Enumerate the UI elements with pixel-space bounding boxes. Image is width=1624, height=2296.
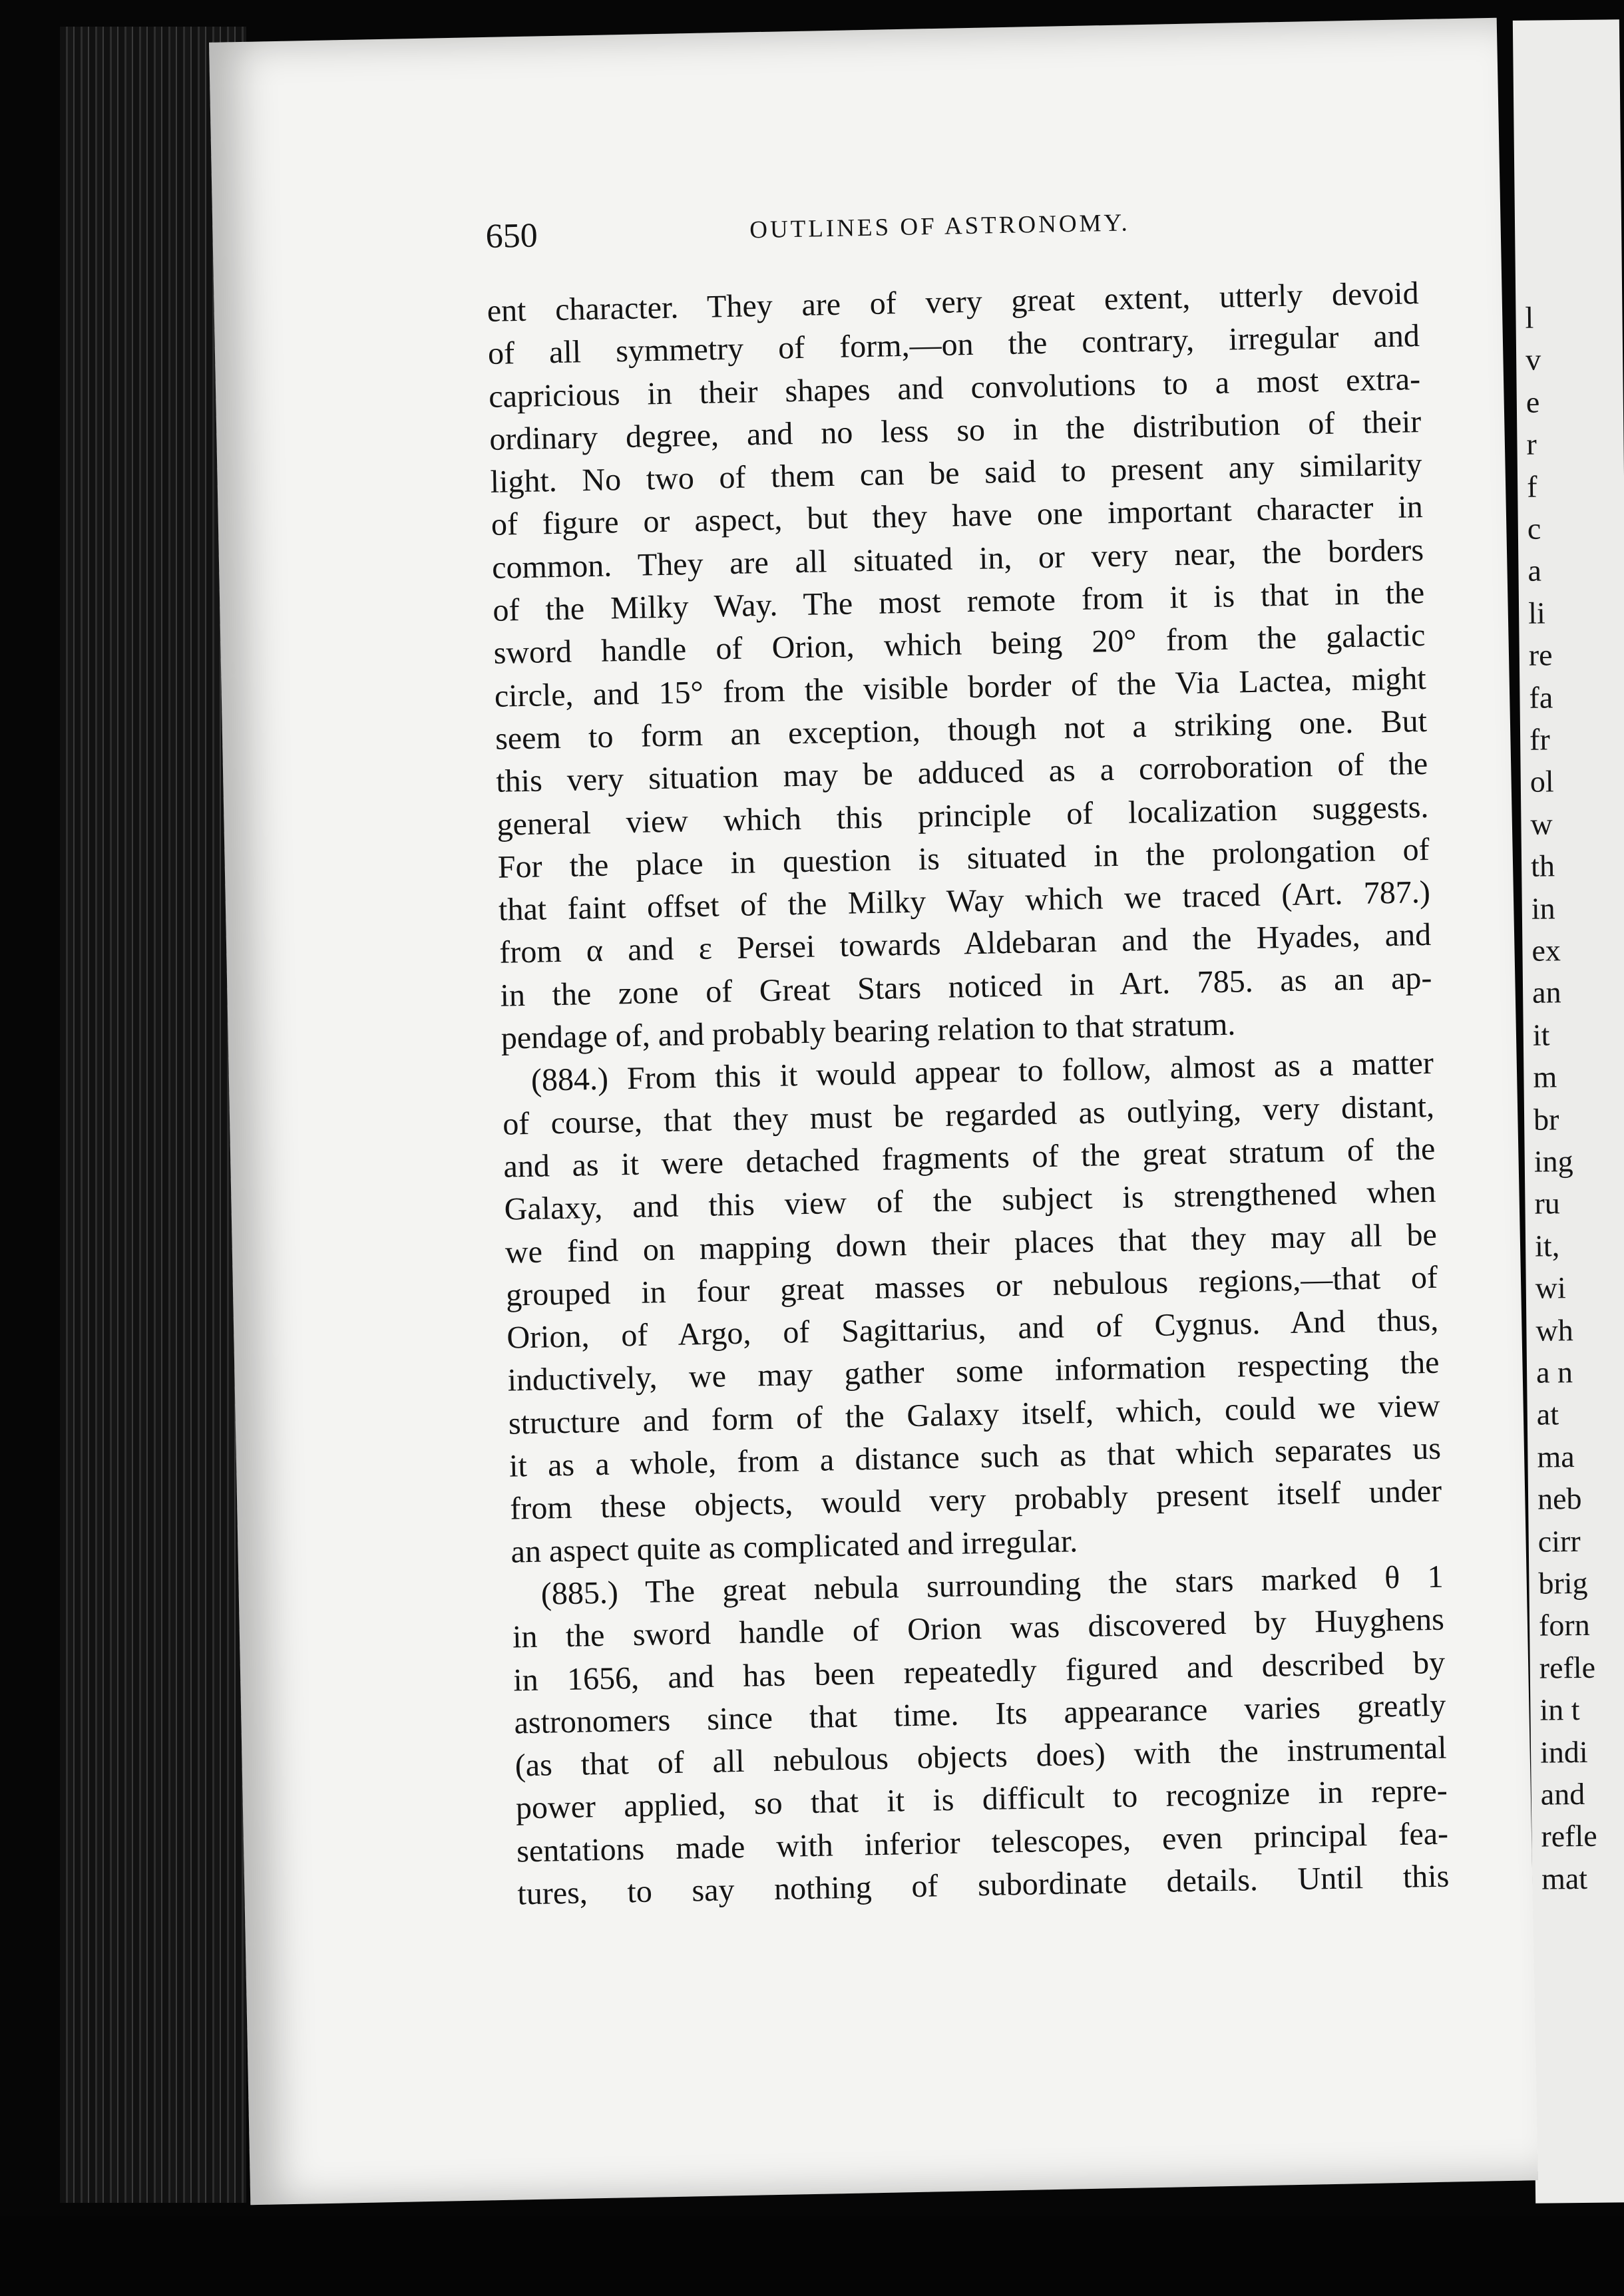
- adjacent-page-fragment: it,: [1534, 1229, 1560, 1263]
- adjacent-page-fragment: li: [1527, 596, 1545, 630]
- scan-bottom-border: [0, 2216, 1624, 2296]
- text-line: of all symmetry of form,—on the contrary, irregular and: [487, 318, 1420, 372]
- text-line: and as it were detached fragments of the great stratum of the: [503, 1131, 1436, 1185]
- text-line: common. They are all situated in, or very near, the borders: [491, 532, 1424, 586]
- text-line: general view which this principle of localization suggests.: [497, 789, 1429, 843]
- adjacent-page-fragment: cirr: [1537, 1523, 1581, 1559]
- paragraph-start-884: (884.) From this it would appear to follow, almost as a matter: [530, 1046, 1434, 1099]
- body-text: [487, 272, 1450, 1916]
- text-line: pendage of, and probably bearing relation to that stratum.: [501, 1006, 1236, 1056]
- book-page: [209, 18, 1538, 2205]
- adjacent-page-fragment: br: [1533, 1101, 1559, 1137]
- text-line: ordinary degree, and no less so in the distribution of their: [489, 403, 1422, 457]
- text-line: that faint offset of the Milky Way which we traced (Art. 787.): [498, 874, 1431, 928]
- text-line: Orion, of Argo, of Sagittarius, and of Cygnus. And thus,: [506, 1302, 1439, 1356]
- adjacent-page-fragment: ma: [1537, 1439, 1575, 1474]
- text-line: grouped in four great masses or nebulous regions,—that of: [505, 1259, 1438, 1313]
- adjacent-page-fragment: brig: [1538, 1565, 1588, 1601]
- adjacent-page-fragment: at: [1536, 1397, 1559, 1432]
- text-line: (as that of all nebulous objects does) with the instrumental: [514, 1730, 1448, 1784]
- adjacent-page-fragment: ru: [1534, 1186, 1561, 1221]
- adjacent-page-fragment: w: [1530, 807, 1553, 841]
- text-line: Galaxy, and this view of the subject is strengthened when: [504, 1174, 1436, 1227]
- adjacent-page-fragment: fa: [1529, 679, 1553, 715]
- adjacent-page-fragment: l: [1525, 300, 1534, 335]
- text-line: in 1656, and has been repeatedly figured and described by: [512, 1644, 1446, 1698]
- text-line: sentations made with inferior telescopes, even principal fea-: [516, 1816, 1449, 1869]
- text-line: of figure or aspect, but they have one important character in: [491, 489, 1424, 543]
- text-line: of the Milky Way. The most remote from it is that in the: [492, 575, 1425, 628]
- adjacent-page-fragment: m: [1533, 1059, 1557, 1094]
- adjacent-page-fragment: wi: [1535, 1270, 1567, 1305]
- running-title: OUTLINES OF ASTRONOMY.: [749, 209, 1131, 244]
- adjacent-page-fragment: th: [1530, 849, 1555, 883]
- text-line: inductively, we may gather some information respecting the: [507, 1345, 1440, 1399]
- text-line: of course, that they must be regarded as outlying, very distant,: [502, 1088, 1435, 1142]
- text-line: circle, and 15° from the visible border of the Via Lactea, might: [494, 660, 1427, 714]
- text-line: ent character. They are of very great extent, utterly devoid: [487, 276, 1420, 329]
- adjacent-page-fragment: a n: [1535, 1355, 1573, 1390]
- adjacent-page-fragment: it: [1532, 1018, 1550, 1052]
- adjacent-page-fragment: a: [1527, 553, 1542, 588]
- text-line: power applied, so that it is difficult to recognize in repre-: [515, 1773, 1448, 1826]
- text-line: we find on mapping down their places that they may all be: [505, 1217, 1438, 1270]
- text-line: light. No two of them can be said to present any similarity: [490, 447, 1422, 500]
- adjacent-page-fragment: re: [1528, 638, 1553, 672]
- adjacent-page-fragment: ex: [1531, 933, 1561, 968]
- text-line: seem to form an exception, though not a striking one. But: [495, 703, 1428, 757]
- adjacent-page-fragment: refle: [1539, 1650, 1596, 1685]
- adjacent-page-fragment: refle: [1541, 1819, 1597, 1854]
- text-line: this very situation may be adduced as a corroboration of the: [495, 746, 1428, 800]
- adjacent-page-fragment: fr: [1529, 722, 1551, 757]
- adjacent-page-fragment: an: [1531, 975, 1561, 1010]
- text-line: from α and ε Persei towards Aldebaran and the Hyades, and: [499, 917, 1432, 971]
- adjacent-page-fragment: neb: [1537, 1481, 1582, 1516]
- text-line: in the zone of Great Stars noticed in Art. 785. as an ap-: [500, 960, 1432, 1014]
- adjacent-page-fragment: in t: [1539, 1692, 1580, 1727]
- text-line: For the place in question is situated in the prolongation of: [497, 831, 1430, 885]
- page-header: [485, 200, 1394, 270]
- adjacent-page-fragment: indi: [1539, 1734, 1588, 1770]
- paragraph-start-885: (885.) The great nebula surrounding the stars marked θ 1: [540, 1559, 1444, 1612]
- adjacent-page-fragment: v: [1525, 342, 1541, 377]
- adjacent-page-fragment: and: [1540, 1776, 1585, 1812]
- text-line: it as a whole, from a distance such as that which separates us: [508, 1430, 1442, 1484]
- adjacent-page-fragment: ing: [1533, 1144, 1573, 1179]
- text-line: an aspect quite as complicated and irregular.: [510, 1523, 1078, 1570]
- adjacent-page-fragment: in: [1531, 890, 1555, 926]
- text-line: from these objects, would very probably present itself under: [509, 1473, 1442, 1527]
- text-line: structure and form of the Galaxy itself, which, could we view: [508, 1388, 1441, 1441]
- text-line: sword handle of Orion, which being 20° from the galactic: [493, 618, 1426, 671]
- page-number: 650: [485, 216, 538, 256]
- adjacent-page-fragment: forn: [1538, 1608, 1590, 1643]
- adjacent-page-fragment: r: [1526, 427, 1537, 461]
- adjacent-page-fragment: ol: [1529, 764, 1554, 799]
- text-line: capricious in their shapes and convolutions to a most extra-: [488, 361, 1421, 415]
- adjacent-page-fragment: f: [1526, 469, 1537, 504]
- text-line: astronomers since that time. Its appearance varies greatly: [514, 1687, 1446, 1741]
- adjacent-page-fragment: mat: [1541, 1861, 1588, 1896]
- text-line: tures, to say nothing of subordinate details. Until this: [516, 1858, 1450, 1912]
- adjacent-page-fragment: c: [1527, 511, 1541, 546]
- text-line: in the sword handle of Orion was discovered by Huyghens: [512, 1601, 1445, 1655]
- adjacent-page-fragment: wh: [1535, 1312, 1573, 1348]
- adjacent-page-fragment: e: [1525, 385, 1540, 419]
